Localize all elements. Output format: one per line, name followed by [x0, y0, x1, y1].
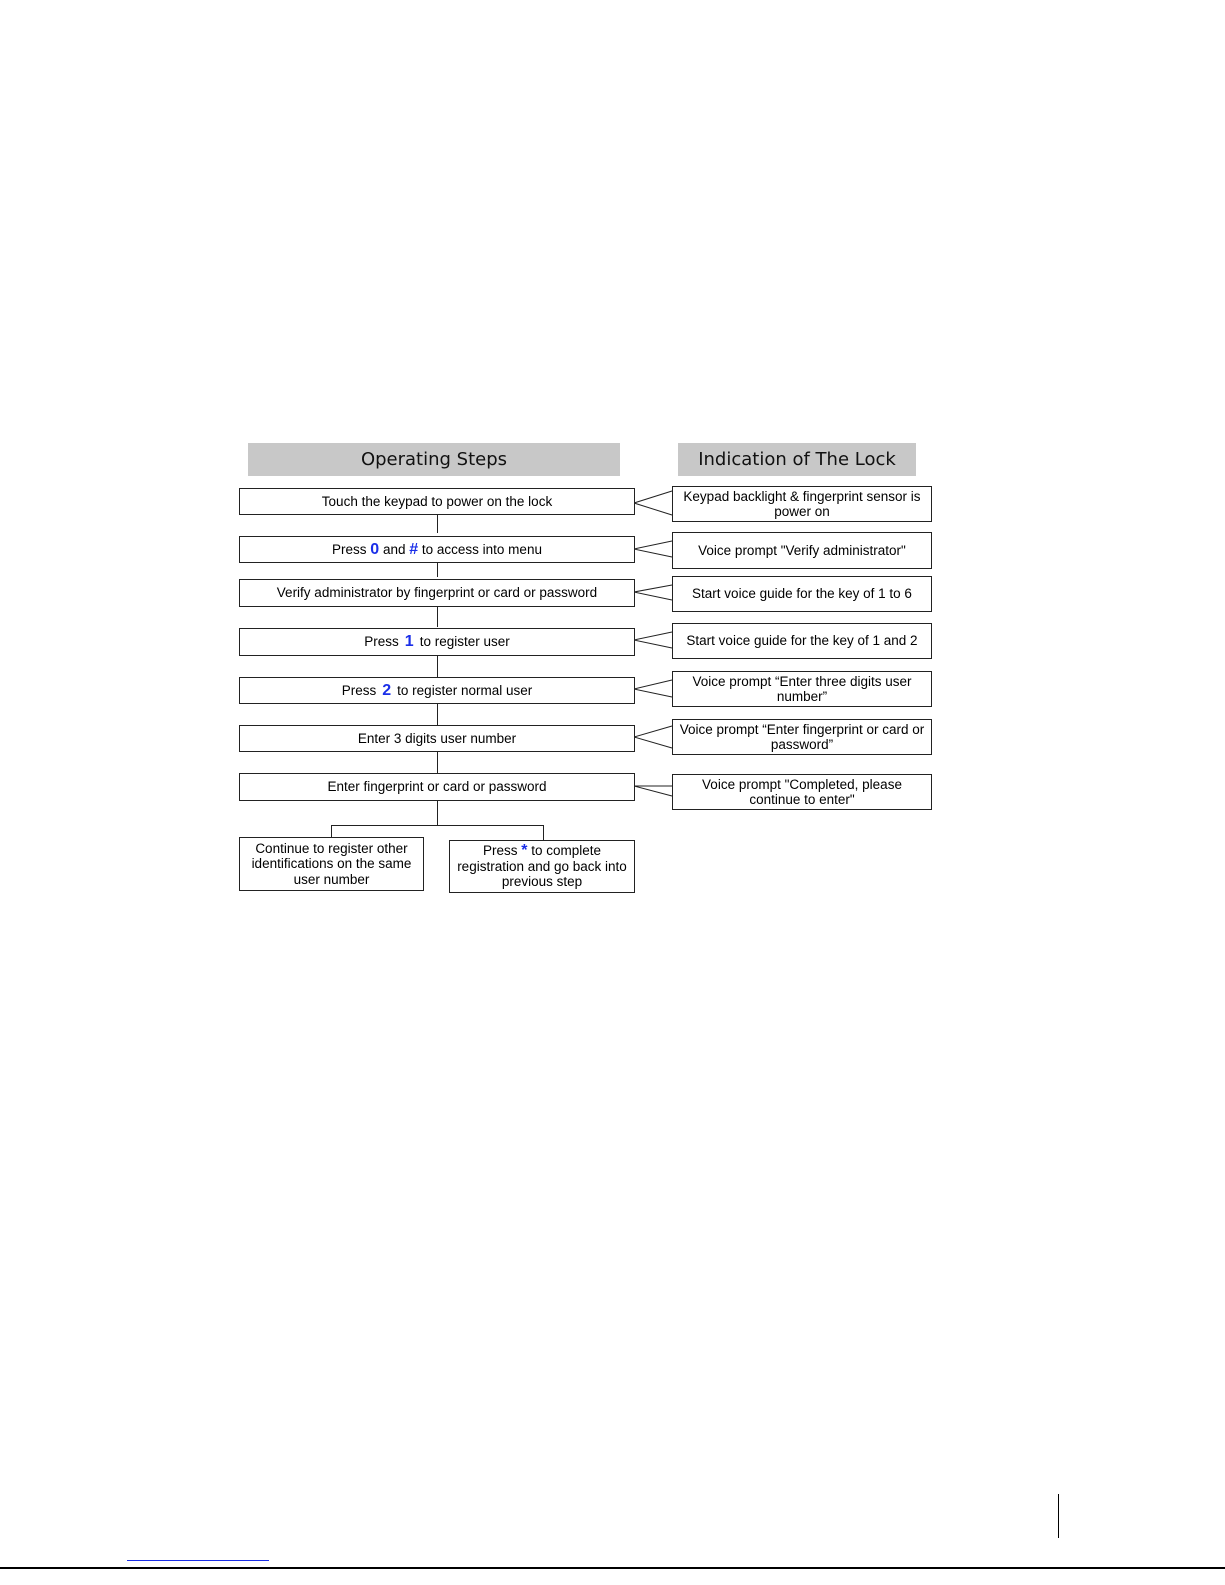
indication-power-on: Keypad backlight & fingerprint sensor is power on — [672, 486, 932, 522]
step-text: Touch the keypad to power on the lock — [321, 493, 553, 509]
footer-rule — [0, 1567, 1225, 1569]
key-1: 1 — [404, 633, 414, 651]
step-text: Press 0 and # to access into menu — [332, 540, 542, 558]
indication-enter-credential: Voice prompt “Enter fingerprint or card or password” — [672, 719, 932, 755]
indication-three-digits: Voice prompt “Enter three digits user number” — [672, 671, 932, 707]
lock-indication-header: Indication of The Lock — [678, 443, 916, 476]
operating-steps-header: Operating Steps — [248, 443, 620, 476]
step-access-menu — [239, 536, 635, 563]
indication-completed: Voice prompt "Completed, please continue to enter" — [672, 774, 932, 810]
branch-complete-registration: Press * to complete registration and go back into previous step — [449, 840, 635, 893]
step-text: Verify administrator by fingerprint or card or password — [276, 585, 598, 601]
step-power-on — [239, 488, 635, 515]
step-text: Press 1 to register user — [364, 633, 510, 651]
key-star: * — [521, 842, 528, 860]
footer-link-underline — [127, 1560, 269, 1561]
indication-key-1-to-6: Start voice guide for the key of 1 to 6 — [672, 576, 932, 612]
step-text: Enter fingerprint or card or password — [327, 779, 547, 795]
page-number-divider — [1058, 1494, 1059, 1538]
key-0: 0 — [370, 540, 380, 558]
indication-key-1-and-2: Start voice guide for the key of 1 and 2 — [672, 623, 932, 659]
step-press-1 — [239, 628, 635, 656]
callout-pointer — [634, 726, 672, 748]
step-user-number — [239, 725, 635, 752]
callout-pointer — [634, 541, 672, 557]
step-text: Press 2 to register normal user — [341, 681, 533, 699]
callout-pointer — [634, 585, 672, 600]
callout-pointer — [634, 680, 672, 697]
callout-pointer — [634, 786, 672, 796]
key-hash: # — [409, 540, 419, 558]
indication-verify-admin: Voice prompt "Verify administrator" — [672, 532, 932, 569]
key-2: 2 — [382, 681, 392, 699]
step-text: Enter 3 digits user number — [357, 730, 517, 746]
callout-pointer — [634, 491, 672, 515]
step-press-2 — [239, 677, 635, 704]
callout-pointer — [634, 632, 672, 648]
step-enter-credential — [239, 773, 635, 801]
step-verify-admin — [239, 579, 635, 607]
branch-continue-register: Continue to register other identifications on the same user number — [239, 837, 424, 891]
